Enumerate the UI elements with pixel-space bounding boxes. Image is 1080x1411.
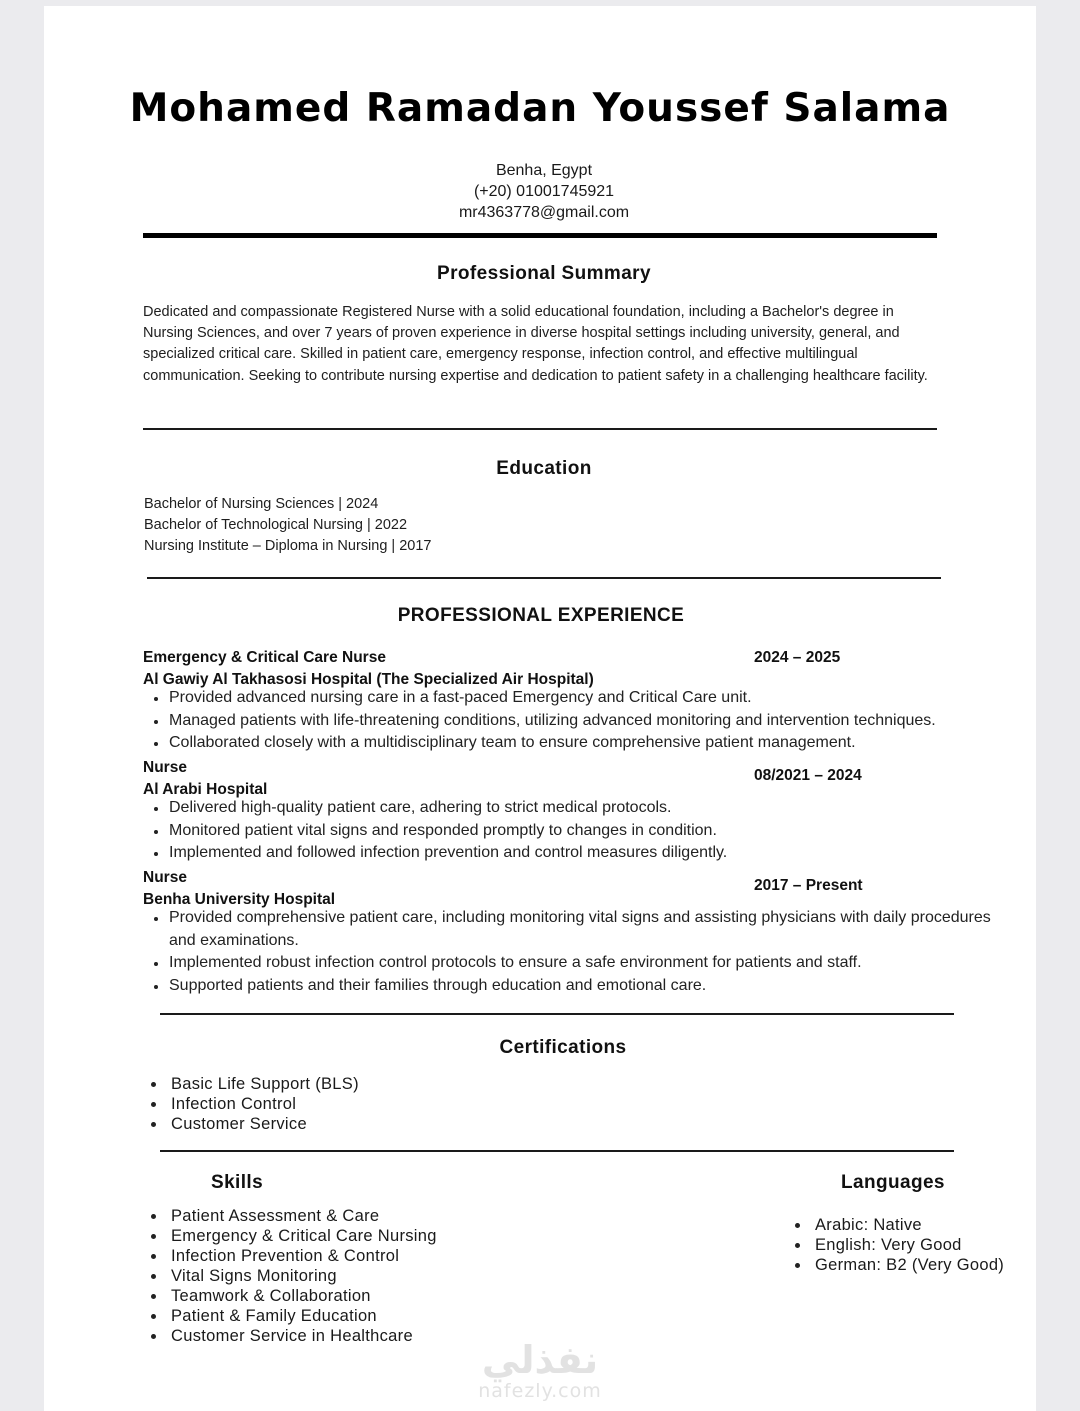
skill-item: Patient & Family Education xyxy=(143,1306,643,1326)
job-role: Nurse xyxy=(143,869,187,886)
job-bullet: Supported patients and their families through education and emotional care. xyxy=(143,975,993,998)
job-bullet: Monitored patient vital signs and responded promptly to changes in condition. xyxy=(143,820,1043,843)
job-bullet: Delivered high-quality patient care, adhering to strict medical protocols. xyxy=(143,797,1043,820)
email: mr4363778@gmail.com xyxy=(458,204,630,221)
contact-block xyxy=(44,160,1044,223)
job-bullet: Collaborated closely with a multidisciplinary team to ensure comprehensive patient management. xyxy=(143,732,1043,755)
education-item: Bachelor of Nursing Sciences | 2024 xyxy=(144,496,379,512)
header-divider xyxy=(143,233,937,238)
education-divider xyxy=(147,577,941,579)
job-bullets xyxy=(143,687,1043,755)
experience-divider xyxy=(160,1013,954,1015)
languages-heading: Languages xyxy=(841,1172,945,1193)
certifications-list xyxy=(143,1074,643,1134)
language-item: German: B2 (Very Good) xyxy=(787,1255,1037,1275)
skill-item: Emergency & Critical Care Nursing xyxy=(143,1226,643,1246)
certifications-heading: Certifications xyxy=(499,1037,627,1058)
education-heading: Education xyxy=(496,458,592,479)
job-employer: Al Gawiy Al Takhasosi Hospital (The Specialized Air Hospital) xyxy=(143,671,594,688)
languages-list xyxy=(787,1215,1037,1275)
job-bullet: Provided comprehensive patient care, including monitoring vital signs and assisting physicians with daily procedures and examinations. xyxy=(143,907,993,952)
job-bullet: Implemented and followed infection prevention and control measures diligently. xyxy=(143,842,1043,865)
job-employer: Benha University Hospital xyxy=(143,891,336,908)
skills-heading: Skills xyxy=(211,1172,264,1193)
job-dates: 2024 – 2025 xyxy=(754,649,841,666)
certification-item: Infection Control xyxy=(143,1094,643,1114)
language-item: English: Very Good xyxy=(787,1235,1037,1255)
job-role: Emergency & Critical Care Nurse xyxy=(143,649,386,666)
job-bullets xyxy=(143,907,993,997)
summary-heading: Professional Summary xyxy=(437,263,651,284)
skill-item: Patient Assessment & Care xyxy=(143,1206,643,1226)
phone: (+20) 01001745921 xyxy=(473,183,615,200)
language-item: Arabic: Native xyxy=(787,1215,1037,1235)
watermark-logo xyxy=(44,1340,1036,1402)
candidate-name: Mohamed Ramadan Youssef Salama xyxy=(129,86,951,131)
job-bullet: Provided advanced nursing care in a fast-paced Emergency and Critical Care unit. xyxy=(143,687,1043,710)
education-list xyxy=(144,494,431,557)
location: Benha, Egypt xyxy=(495,162,593,179)
watermark-arabic: نفذلي xyxy=(481,1338,599,1382)
job-employer: Al Arabi Hospital xyxy=(143,781,268,798)
summary-divider xyxy=(143,428,937,430)
skill-item: Infection Prevention & Control xyxy=(143,1246,643,1266)
job-dates: 08/2021 – 2024 xyxy=(754,767,862,784)
job-role: Nurse xyxy=(143,759,187,776)
job-bullets xyxy=(143,797,1043,865)
certification-item: Customer Service xyxy=(143,1114,643,1134)
resume-page xyxy=(44,6,1036,1411)
skill-item: Vital Signs Monitoring xyxy=(143,1266,643,1286)
skill-item: Customer Service in Healthcare xyxy=(143,1326,643,1346)
education-item: Nursing Institute – Diploma in Nursing | 2017 xyxy=(144,538,432,554)
job-bullet: Managed patients with life-threatening conditions, utilizing advanced monitoring and intervention techniques. xyxy=(143,710,1043,733)
certification-item: Basic Life Support (BLS) xyxy=(143,1074,643,1094)
certifications-divider xyxy=(160,1150,954,1152)
experience-heading: PROFESSIONAL EXPERIENCE xyxy=(397,605,685,626)
watermark-domain: nafezly.com xyxy=(478,1380,602,1402)
skills-list xyxy=(143,1206,643,1346)
education-item: Bachelor of Technological Nursing | 2022 xyxy=(144,517,408,533)
job-dates: 2017 – Present xyxy=(754,877,863,894)
summary-text: Dedicated and compassionate Registered Nurse with a solid educational foundation, including a Bachelor's degree in Nursing Sciences, and over 7 years of proven experience in diverse hospital settings including university, general, and specialized critical care. Skilled in patient care, emergency response, infection control, and effective multilingual communication. Seeking to contribute nursing expertise and dedication to patient safety in a challenging healthcare facility. xyxy=(143,304,928,384)
skill-item: Teamwork & Collaboration xyxy=(143,1286,643,1306)
job-bullet: Implemented robust infection control protocols to ensure a safe environment for patients and staff. xyxy=(143,952,993,975)
